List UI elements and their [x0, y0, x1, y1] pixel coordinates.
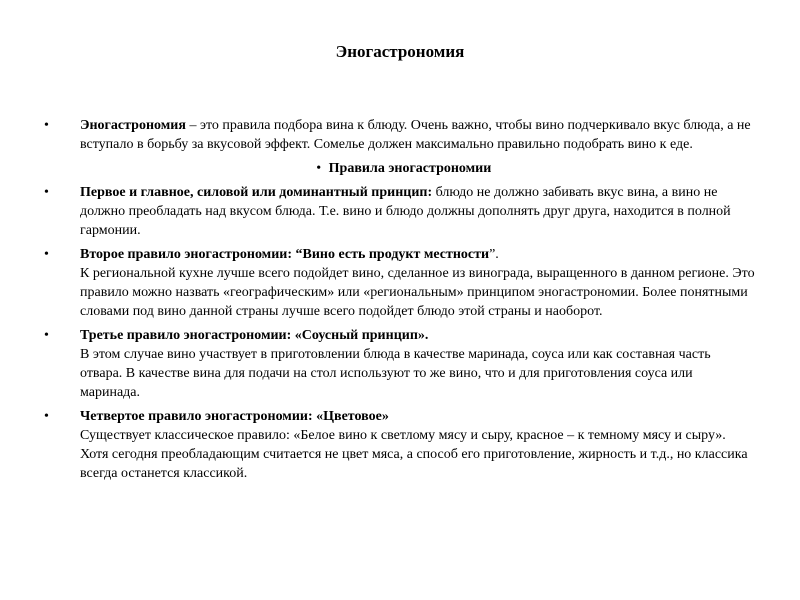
bullet-icon: • [44, 118, 49, 133]
rule-1-title: Первое и главное, силовой или доминантный принцип: [80, 185, 433, 200]
list-item-rule-1 [44, 183, 756, 240]
rule-2-text: К региональной кухне лучше всего подойдет вино, сделанное из винограда, выращенного в данном регионе. Это правило можно назвать «географическим» или «региональным» принципом эногастрономии. Более понятными словами под вино данной страны лучше всего подойдет блюдо этой страны и наоборот. [80, 266, 755, 319]
list-item-rule-3 [44, 326, 756, 402]
list-item-rule-2 [44, 245, 756, 321]
rule-3-text: В этом случае вино участвует в приготовлении блюда в качестве маринада, соуса или как составная часть отвара. В качестве вина для подачи на стол используют то же вино, что и для приготовления соуса или маринада. [80, 347, 711, 400]
rule-2-title: Второе правило эногастрономии: “Вино есть продукт местности [80, 247, 490, 262]
list-item-heading [44, 159, 756, 178]
list-item-definition [44, 116, 756, 154]
rule-1-text: блюдо не должно забивать вкус вина, а вино не должно преобладать над вкусом блюда. Т.е. вино и блюдо должны дополнять друг друга, находится в полной гармонии. [80, 185, 731, 238]
list-item-rule-4 [44, 407, 756, 483]
bullet-icon: • [44, 328, 49, 343]
definition-text: – это правила подбора вина к блюду. Очень важно, чтобы вино подчеркивало вкус блюда, а не вступало в борьбу за вкусовой эффект. Сомелье должен максимально правильно подобрать вино к еде. [80, 118, 751, 152]
bullet-icon: • [44, 185, 49, 200]
bullet-icon: • [316, 161, 322, 176]
definition-term: Эногастрономия [80, 118, 186, 133]
rules-heading: Правила эногастрономии [328, 161, 492, 176]
rule-4-text: Существует классическое правило: «Белое вино к светлому мясу и сыру, красное – к темному мясу и сыру». Хотя сегодня преобладающим считается не цвет мяса, а способ его приготовление, жирность и т.д., но классика всегда останется классикой. [80, 428, 748, 481]
rule-2-title-end: ”. [489, 247, 499, 262]
rule-3-title: Третье правило эногастрономии: «Соусный принцип». [80, 328, 429, 343]
slide-title: Эногастрономия [335, 42, 465, 61]
bullet-list [44, 116, 756, 488]
rule-4-title: Четвертое правило эногастрономии: «Цветовое» [80, 409, 389, 424]
bullet-icon: • [44, 247, 49, 262]
bullet-icon: • [44, 409, 49, 424]
